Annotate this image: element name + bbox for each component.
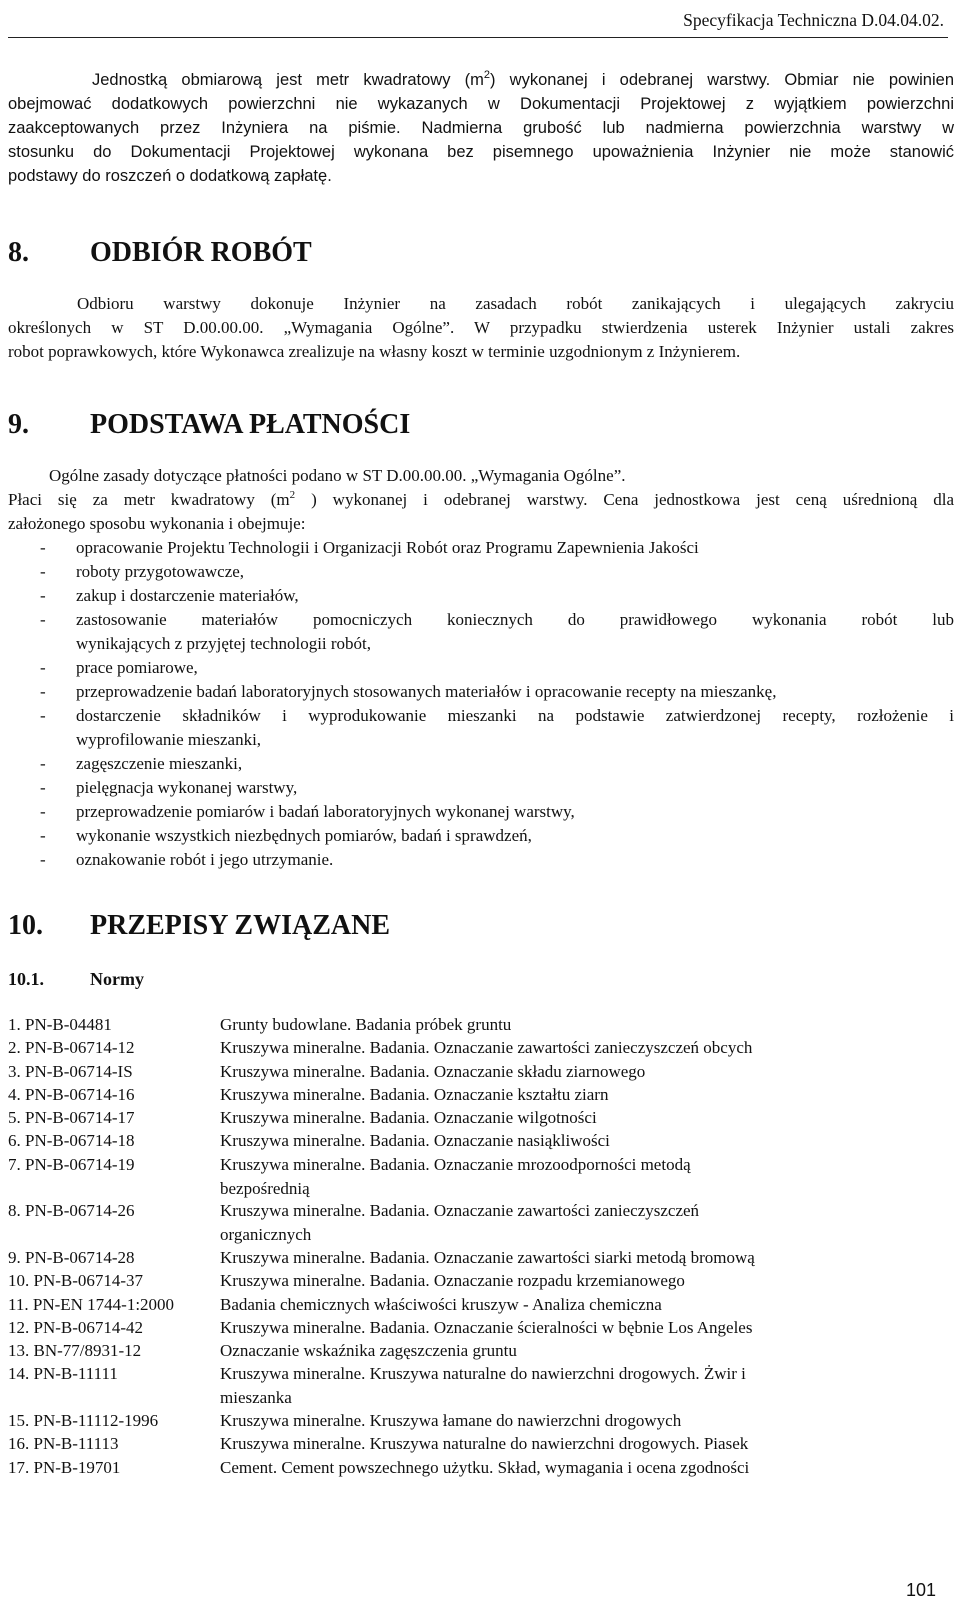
norm-row — [8, 1409, 954, 1432]
list-dash: - — [40, 562, 46, 581]
list-item-text: oznakowanie robót i jego utrzymanie. — [76, 850, 334, 869]
list-item-text: przeprowadzenie pomiarów i badań laboratoryjnych wykonanej warstwy, — [76, 802, 575, 821]
norm-description-line: mieszanka — [220, 1388, 292, 1408]
norm-code: 6. PN-B-06714-18 — [8, 1131, 135, 1151]
list-dash: - — [40, 850, 46, 869]
list-item — [8, 776, 954, 800]
norm-code: 7. PN-B-06714-19 — [8, 1154, 135, 1174]
intro-line-2: obejmować dodatkowych powierzchni nie wykazanych w Dokumentacji Projektowej z wyjątkiem powierzchni — [8, 95, 954, 113]
norm-description — [220, 1199, 900, 1247]
norm-code: 12. PN-B-06714-42 — [8, 1317, 144, 1337]
norm-code: 9. PN-B-06714-28 — [8, 1247, 135, 1267]
norm-code: 17. PN-B-19701 — [8, 1457, 121, 1477]
section-9-line-2: Płaci się za metr kwadratowy ($m^2$ ) wykonanej i odebranej warstwy. Cena jednostkowa jest ceną uśrednioną dla — [8, 489, 954, 509]
norm-code: 2. PN-B-06714-12 — [8, 1038, 135, 1058]
norm-description-line: Kruszywa mineralne. Badania. Oznaczanie mrozoodporności metodą — [220, 1154, 691, 1174]
section-9-heading — [8, 409, 410, 441]
norm-description — [220, 1293, 900, 1317]
norm-code: 1. PN-B-04481 — [8, 1015, 112, 1034]
list-dash: - — [40, 802, 46, 821]
norm-code: 5. PN-B-06714-17 — [8, 1108, 135, 1128]
section-10-1-number: 10.1. — [8, 969, 44, 989]
list-item-text: prace pomiarowe, — [76, 658, 198, 677]
list-item — [8, 560, 954, 584]
norm-description-line: organicznych — [220, 1225, 312, 1245]
norm-description-line: Kruszywa mineralne. Kruszywa naturalne do nawierzchni drogowych. Żwir i — [220, 1364, 746, 1384]
cost-items-list — [8, 536, 954, 872]
norm-description — [220, 1060, 900, 1084]
norm-code: 4. PN-B-06714-16 — [8, 1084, 135, 1104]
section-8-heading — [8, 237, 312, 269]
list-item-text: roboty przygotowawcze, — [76, 562, 245, 581]
norm-code: 8. PN-B-06714-26 — [8, 1201, 135, 1221]
section-8-number: 8. — [8, 237, 29, 268]
norm-row — [8, 1339, 954, 1362]
list-item — [8, 656, 954, 680]
list-item-text-continued: wynikających z przyjętej technologii robót, — [76, 634, 372, 653]
norm-description — [220, 1083, 900, 1107]
list-dash: - — [40, 778, 46, 797]
norm-description — [220, 1456, 900, 1480]
norm-row — [8, 1199, 954, 1246]
section-9-paragraph — [8, 464, 954, 536]
norm-row — [8, 1246, 954, 1269]
norm-code: 11. PN-EN 1744-1:2000 — [8, 1294, 175, 1314]
norm-description-line: Kruszywa mineralne. Badania. Oznaczanie zawartości zanieczyszczeń obcych — [220, 1038, 753, 1058]
section-8-title: ODBIÓR ROBÓT — [90, 237, 312, 268]
section-10-title: PRZEPISY ZWIĄZANE — [90, 910, 391, 941]
norm-description-line: Kruszywa mineralne. Badania. Oznaczanie wilgotności — [220, 1108, 597, 1128]
norm-description-line: Kruszywa mineralne. Badania. Oznaczanie kształtu ziarn — [220, 1084, 609, 1104]
section-10-1-title: Normy — [90, 969, 144, 989]
list-dash: - — [40, 586, 46, 605]
intro-line-5: podstawy do roszczeń o dodatkową zapłatę. — [8, 167, 332, 185]
list-item — [8, 584, 954, 608]
list-item — [8, 680, 954, 704]
norm-row — [8, 1269, 954, 1292]
norm-description-line: Kruszywa mineralne. Kruszywa naturalne do nawierzchni drogowych. Piasek — [220, 1434, 749, 1454]
list-item-text: wykonanie wszystkich niezbędnych pomiarów, badań i sprawdzeń, — [76, 826, 532, 845]
norm-code: 3. PN-B-06714-IS — [8, 1061, 133, 1081]
section-10-number: 10. — [8, 910, 43, 941]
list-item — [8, 848, 954, 872]
norm-description-line: Oznaczanie wskaźnika zagęszczenia gruntu — [220, 1341, 517, 1361]
norm-description — [220, 1106, 900, 1130]
norm-description — [220, 1409, 900, 1433]
norm-description — [220, 1036, 900, 1060]
norm-description — [220, 1129, 900, 1153]
norm-row — [8, 1293, 954, 1316]
norm-description-line: Kruszywa mineralne. Badania. Oznaczanie zawartości siarki metodą bromową — [220, 1247, 755, 1267]
norm-description-line: Badania chemicznych właściwości kruszyw - Analiza chemiczna — [220, 1294, 662, 1314]
norm-description — [220, 1362, 900, 1410]
list-item — [8, 800, 954, 824]
section-8-line-2: określonych w ST D.00.00.00. „Wymagania Ogólne”. W przypadku stwierdzenia usterek Inżynier ustali zakres — [8, 318, 954, 337]
norm-description-line: Grunty budowlane. Badania próbek gruntu — [220, 1015, 512, 1034]
intro-line-4: stosunku do Dokumentacji Projektowej wykonana bez pisemnego upoważnienia Inżynier nie może stanowić — [8, 143, 954, 161]
norm-row — [8, 1106, 954, 1129]
section-9-number: 9. — [8, 409, 29, 440]
section-8-line-3: robot poprawkowych, które Wykonawca zrealizuje na własny koszt w terminie uzgodnionym z Inżynierem. — [8, 342, 741, 361]
intro-line-3: zaakceptowanych przez Inżyniera na piśmie. Nadmierna grubość lub nadmierna powierzchnia warstwy w — [8, 119, 955, 137]
norm-code: 14. PN-B-11111 — [8, 1364, 118, 1384]
list-item-text: zagęszczenie mieszanki, — [76, 754, 243, 773]
norm-description-line: Kruszywa mineralne. Badania. Oznaczanie ścieralności w bębnie Los Angeles — [220, 1317, 753, 1337]
norm-row — [8, 1362, 954, 1409]
norm-row — [8, 1153, 954, 1200]
intro-paragraph — [8, 68, 954, 188]
norm-description — [220, 1339, 900, 1363]
section-9-line-1: Ogólne zasady dotyczące płatności podano w ST D.00.00.00. „Wymagania Ogólne”. — [49, 466, 626, 485]
list-item — [8, 704, 954, 752]
norm-row — [8, 1456, 954, 1479]
list-item-text: pielęgnacja wykonanej warstwy, — [76, 778, 298, 797]
norm-row — [8, 1036, 954, 1059]
list-item-text: dostarczenie składników i wyprodukowanie mieszanki na podstawie zatwierdzonej recepty, rozłożenie i — [76, 706, 954, 725]
list-item-text: zakup i dostarczenie materiałów, — [76, 586, 299, 605]
norm-row — [8, 1060, 954, 1083]
norm-description-line: bezpośrednią — [220, 1178, 310, 1198]
norm-description-line: Kruszywa mineralne. Badania. Oznaczanie składu ziarnowego — [220, 1061, 646, 1081]
norm-row — [8, 1432, 954, 1455]
norm-row — [8, 1129, 954, 1152]
norm-row — [8, 1316, 954, 1339]
norm-description — [220, 1432, 900, 1456]
norm-description — [220, 1269, 900, 1293]
document-header-title: Specyfikacja Techniczna D.04.04.02. — [683, 10, 944, 30]
section-9-title: PODSTAWA PŁATNOŚCI — [90, 409, 411, 440]
list-dash: - — [40, 826, 46, 845]
list-dash: - — [40, 754, 46, 773]
list-dash: - — [40, 658, 46, 677]
norms-list — [8, 1013, 954, 1479]
norm-description — [220, 1013, 900, 1037]
list-item-text-continued: wyprofilowanie mieszanki, — [76, 730, 262, 749]
section-8-paragraph — [8, 292, 954, 364]
norm-description — [220, 1153, 900, 1201]
list-item-text: opracowanie Projektu Technologii i Organizacji Robót oraz Programu Zapewnienia Jakości — [76, 538, 699, 557]
norm-description-line: Kruszywa mineralne. Badania. Oznaczanie nasiąkliwości — [220, 1131, 610, 1151]
norm-description — [220, 1316, 900, 1340]
list-item-text: zastosowanie materiałów pomocniczych koniecznych do prawidłowego wykonania robót lub — [76, 610, 954, 629]
section-8-line-1: Odbioru warstwy dokonuje Inżynier na zasadach robót zanikających i ulegających zakryciu — [77, 294, 954, 313]
norm-row — [8, 1083, 954, 1106]
list-item — [8, 752, 954, 776]
norm-description-line: Cement. Cement powszechnego użytku. Skład, wymagania i ocena zgodności — [220, 1457, 750, 1477]
list-item-text: przeprowadzenie badań laboratoryjnych stosowanych materiałów i opracowanie recepty na mieszankę, — [76, 682, 777, 701]
list-dash: - — [40, 610, 46, 629]
list-item — [8, 608, 954, 656]
norm-description-line: Kruszywa mineralne. Kruszywa łamane do nawierzchni drogowych — [220, 1411, 682, 1431]
header-divider — [8, 37, 948, 38]
norm-code: 15. PN-B-11112-1996 — [8, 1411, 159, 1431]
norm-code: 10. PN-B-06714-37 — [8, 1271, 144, 1291]
norm-description-line: Kruszywa mineralne. Badania. Oznaczanie rozpadu krzemianowego — [220, 1271, 685, 1291]
list-dash: - — [40, 682, 46, 701]
list-item — [8, 824, 954, 848]
section-10-1-heading — [8, 967, 144, 991]
norm-description-line: Kruszywa mineralne. Badania. Oznaczanie zawartości zanieczyszczeń — [220, 1201, 700, 1221]
list-dash: - — [40, 706, 46, 725]
section-10-heading — [8, 910, 390, 942]
page-number: 101 — [905, 1580, 936, 1600]
norm-row — [8, 1013, 954, 1036]
section-9-line-3: założonego sposobu wykonania i obejmuje: — [8, 514, 306, 533]
list-dash: - — [40, 538, 46, 557]
norm-code: 13. BN-77/8931-12 — [8, 1341, 142, 1361]
intro-line-1: Jednostką obmiarową jest metr kwadratowy $(m^2)$ wykonanej i odebranej warstwy. Obmiar nie powinien — [92, 69, 954, 89]
norm-code: 16. PN-B-11113 — [8, 1434, 119, 1454]
norm-description — [220, 1246, 900, 1270]
list-item — [8, 536, 954, 560]
